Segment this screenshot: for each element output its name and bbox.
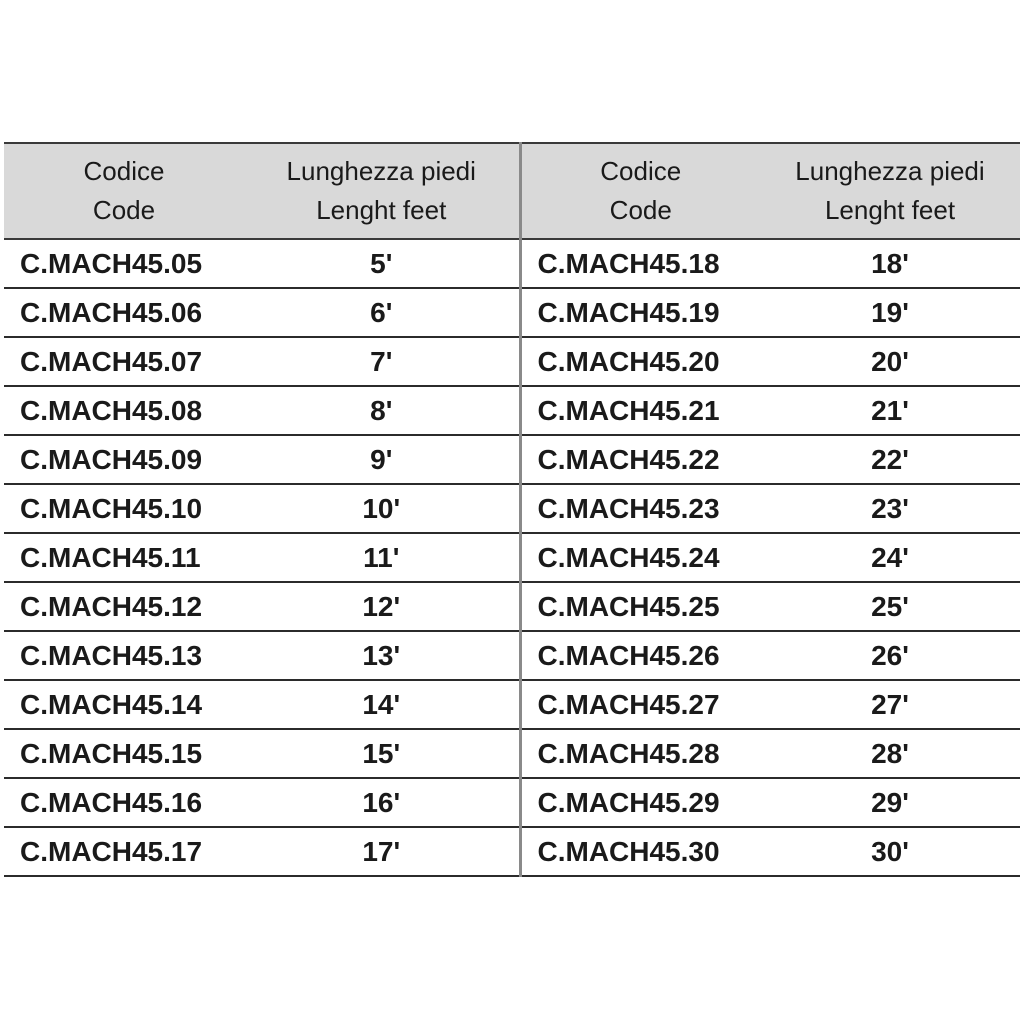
cell-length-left: 14' <box>244 680 520 729</box>
table-row <box>4 631 1020 680</box>
cell-length-left: 15' <box>244 729 520 778</box>
cell-code-right: C.MACH45.21 <box>520 386 760 435</box>
cell-code-left: C.MACH45.08 <box>4 386 244 435</box>
header-length-it: Lunghezza piedi <box>286 156 476 186</box>
header-length-en: Lenght feet <box>824 195 956 225</box>
table-row <box>4 778 1020 827</box>
cell-code-left: C.MACH45.15 <box>4 729 244 778</box>
header-length-left <box>244 143 520 239</box>
table-row <box>4 680 1020 729</box>
cell-code-right: C.MACH45.29 <box>520 778 760 827</box>
cell-length-right: 19' <box>760 288 1020 337</box>
table-row <box>4 288 1020 337</box>
cell-length-left: 5' <box>244 239 520 288</box>
header-length-right <box>760 143 1020 239</box>
cell-code-left: C.MACH45.17 <box>4 827 244 876</box>
cell-length-right: 21' <box>760 386 1020 435</box>
cell-code-left: C.MACH45.07 <box>4 337 244 386</box>
header-code-en: Code <box>609 195 672 225</box>
cell-length-left: 9' <box>244 435 520 484</box>
cell-length-right: 22' <box>760 435 1020 484</box>
cell-length-right: 29' <box>760 778 1020 827</box>
cell-length-right: 28' <box>760 729 1020 778</box>
table-row <box>4 239 1020 288</box>
cell-length-left: 7' <box>244 337 520 386</box>
table-row <box>4 484 1020 533</box>
cell-code-right: C.MACH45.18 <box>520 239 760 288</box>
cell-code-left: C.MACH45.13 <box>4 631 244 680</box>
cell-code-left: C.MACH45.11 <box>4 533 244 582</box>
product-code-table <box>4 142 1020 877</box>
table-row <box>4 386 1020 435</box>
cell-code-left: C.MACH45.12 <box>4 582 244 631</box>
table-header <box>4 143 1020 239</box>
cell-length-left: 10' <box>244 484 520 533</box>
header-code-left <box>4 143 244 239</box>
cell-length-left: 16' <box>244 778 520 827</box>
cell-length-left: 8' <box>244 386 520 435</box>
cell-length-right: 25' <box>760 582 1020 631</box>
cell-code-right: C.MACH45.30 <box>520 827 760 876</box>
cell-length-left: 17' <box>244 827 520 876</box>
cell-length-right: 18' <box>760 239 1020 288</box>
cell-code-right: C.MACH45.19 <box>520 288 760 337</box>
cell-code-right: C.MACH45.25 <box>520 582 760 631</box>
cell-code-left: C.MACH45.09 <box>4 435 244 484</box>
header-length-it: Lunghezza piedi <box>795 156 985 186</box>
cell-length-right: 20' <box>760 337 1020 386</box>
header-length-en: Lenght feet <box>316 195 447 225</box>
header-code-it: Codice <box>600 156 682 186</box>
cell-code-right: C.MACH45.24 <box>520 533 760 582</box>
header-code-it: Codice <box>83 156 165 186</box>
cell-length-right: 24' <box>760 533 1020 582</box>
header-code-en: Code <box>92 195 156 225</box>
cell-code-right: C.MACH45.26 <box>520 631 760 680</box>
cell-length-right: 26' <box>760 631 1020 680</box>
cell-code-right: C.MACH45.23 <box>520 484 760 533</box>
cell-code-right: C.MACH45.22 <box>520 435 760 484</box>
cell-length-right: 30' <box>760 827 1020 876</box>
cell-code-right: C.MACH45.20 <box>520 337 760 386</box>
cell-code-right: C.MACH45.28 <box>520 729 760 778</box>
cell-code-left: C.MACH45.05 <box>4 239 244 288</box>
cell-code-left: C.MACH45.14 <box>4 680 244 729</box>
table-row <box>4 582 1020 631</box>
table-row <box>4 337 1020 386</box>
cell-code-left: C.MACH45.10 <box>4 484 244 533</box>
table-row <box>4 827 1020 876</box>
cell-length-left: 11' <box>244 533 520 582</box>
cell-length-left: 6' <box>244 288 520 337</box>
cell-length-right: 23' <box>760 484 1020 533</box>
cell-length-left: 13' <box>244 631 520 680</box>
cell-code-left: C.MACH45.06 <box>4 288 244 337</box>
table-row <box>4 435 1020 484</box>
table-body <box>4 239 1020 876</box>
cell-length-left: 12' <box>244 582 520 631</box>
header-code-right <box>520 143 760 239</box>
cell-length-right: 27' <box>760 680 1020 729</box>
cell-code-left: C.MACH45.16 <box>4 778 244 827</box>
table-row <box>4 729 1020 778</box>
header-row <box>4 143 1020 239</box>
cell-code-right: C.MACH45.27 <box>520 680 760 729</box>
table-row <box>4 533 1020 582</box>
